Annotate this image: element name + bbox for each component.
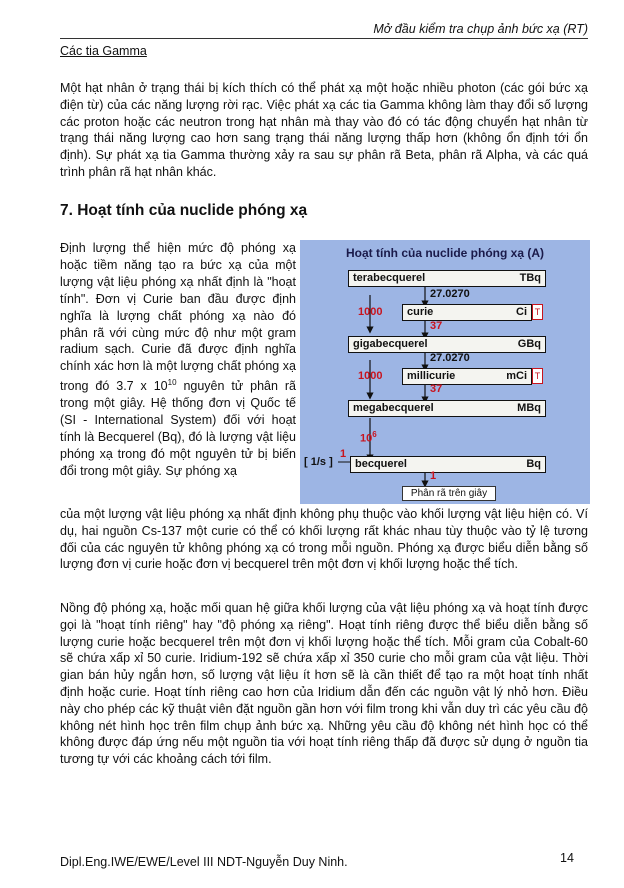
factor-one-final: 1 — [430, 470, 437, 482]
unit-millicurie: millicurie mCi — [402, 368, 532, 385]
factor-one: 1 — [340, 448, 347, 460]
factor-ci-gb: 37 — [430, 320, 443, 332]
per-second-label: [ 1/s ] — [304, 456, 333, 468]
gamma-paragraph: Một hạt nhân ở trạng thái bị kích thích có thể phát xạ một hoặc nhiều photon (các gói bức xạ điện từ) của các năng lượng rời rạc. Việc phát xạ các tia Gamma không làm thay đổi số lượng các proton hoặc các neutron trong hạt nhân mà thay vào đó có tác động chuyển hạt nhân từ trạng thái năng lượng cao hơn sang trạng thái năng lượng thấp hơn (không ổn định tới ổn định). Sự phát xạ tia Gamma thường xảy ra sau sự phân rã Beta, phân rã Alpha, và các quá trình phân rã hạt nhân khác. — [60, 81, 588, 179]
section-7-heading: 7. Hoạt tính của nuclide phóng xạ — [60, 202, 308, 219]
factor-gb-mci: 27.0270 — [430, 352, 470, 364]
millicurie-info-icon[interactable]: T — [532, 368, 543, 384]
gamma-heading: Các tia Gamma — [60, 44, 147, 58]
specific-activity-paragraph: Nồng độ phóng xạ, hoặc mối quan hệ giữa khối lượng của vật liệu phóng xạ và hoạt tính được gọi là "hoạt tính riêng" hay "độ phóng xạ riêng". Hoạt tính riêng được thể biểu diễn bằng số lượng curie hoặc becquerel trên một đơn vị khối lượng hoặc thể tích. Mỗi gram của Cobalt-60 sẽ chứa xấp xỉ 50 curie. Iridium-192 sẽ chứa xấp xỉ 350 curie cho mỗi gram của vật liệu. Thời gian bán hủy ngắn hơn, số lượng vật liệu ít hơn sẽ là cần thiết để tạo ra một hoạt tính nhất định hoặc curie. Hoạt tính riêng cao hơn của Iridium dẫn đến các nguồn vật lý nhỏ hơn. Điều này cho phép các kỹ thuật viên đặt nguồn gần hơn với film trong khi vẫn duy trì các yêu cầu độ không nét hình học trên film chụp ảnh bức xạ. Những yêu cầu độ không nét hình học có thể không được đáp ứng nếu một nguồn tia với hoạt tính riêng thấp đã được sử dụng ở nguồn tia tương tự với các khoảng cách tới film. — [60, 601, 588, 767]
factor-10-6: $10^6$ — [360, 430, 377, 445]
footer-author: Dipl.Eng.IWE/EWE/Level III NDT-Nguyễn Duy Ninh. — [60, 855, 348, 869]
unit-gigabecquerel: gigabecquerel GBq — [348, 336, 546, 353]
curie-info-icon[interactable]: T — [532, 304, 543, 320]
unit-curie: curie Ci — [402, 304, 532, 321]
activity-units-figure — [300, 240, 590, 504]
activity-intro: Định lượng thể hiện mức độ phóng xạ hoặc tiềm năng tạo ra bức xạ của một lượng vật liệu phóng xạ nhất định là "hoạt tính". Đơn vị Curie ban đầu được định nghĩa là lượng chất phóng xạ nào đó phân rã với cùng mức độ như một gram radium sạch. Curie đã được định nghĩa chính xác hơn là một lượng chất phóng xạ trong đó 3.7 x $10^{10}$ nguyên tử phân rã trong một giây. Hệ thống đơn vị Quốc tế (SI - International System) đối với hoạt tính là Becquerel (Bq), đó là lượng vật liệu phóng xạ trong đó một nguyên tử bị biến đổi trong một giây. Sự phóng xạ — [60, 241, 296, 478]
exponent: 10 — [167, 378, 177, 388]
factor-tb-ci: 27.0270 — [430, 288, 470, 300]
unit-becquerel: becquerel Bq — [350, 456, 546, 473]
factor-mci-mb: 37 — [430, 383, 443, 395]
factor-1000-a: 1000 — [358, 306, 383, 318]
decays-per-second-label: Phân rã trên giây — [402, 486, 496, 501]
figure-title: Hoạt tính của nuclide phóng xạ (A) — [346, 246, 544, 260]
page-header: Mở đầu kiểm tra chụp ảnh bức xạ (RT) — [373, 22, 588, 36]
header-rule — [60, 38, 588, 39]
unit-megabecquerel: megabecquerel MBq — [348, 400, 546, 417]
factor-1000-b: 1000 — [358, 370, 383, 382]
unit-terabecquerel: terabecquerel TBq — [348, 270, 546, 287]
activity-continuation: của một lượng vật liệu phóng xạ nhất định không phụ thuộc vào khối lượng vật liệu hiện có. Ví dụ, hai nguồn Cs-137 một curie có thể có khối lượng rất khác nhau tùy thuộc vào tỷ lệ tương đối của các nguyên tử không phóng xạ có trong mỗi nguồn. Phóng xạ được biểu diễn bằng số lượng đơn vị curie hoặc đơn vị becquerel trên một đơn vị khối lượng hoặc thể tích. — [60, 507, 588, 572]
page-number: 14 — [560, 851, 574, 865]
